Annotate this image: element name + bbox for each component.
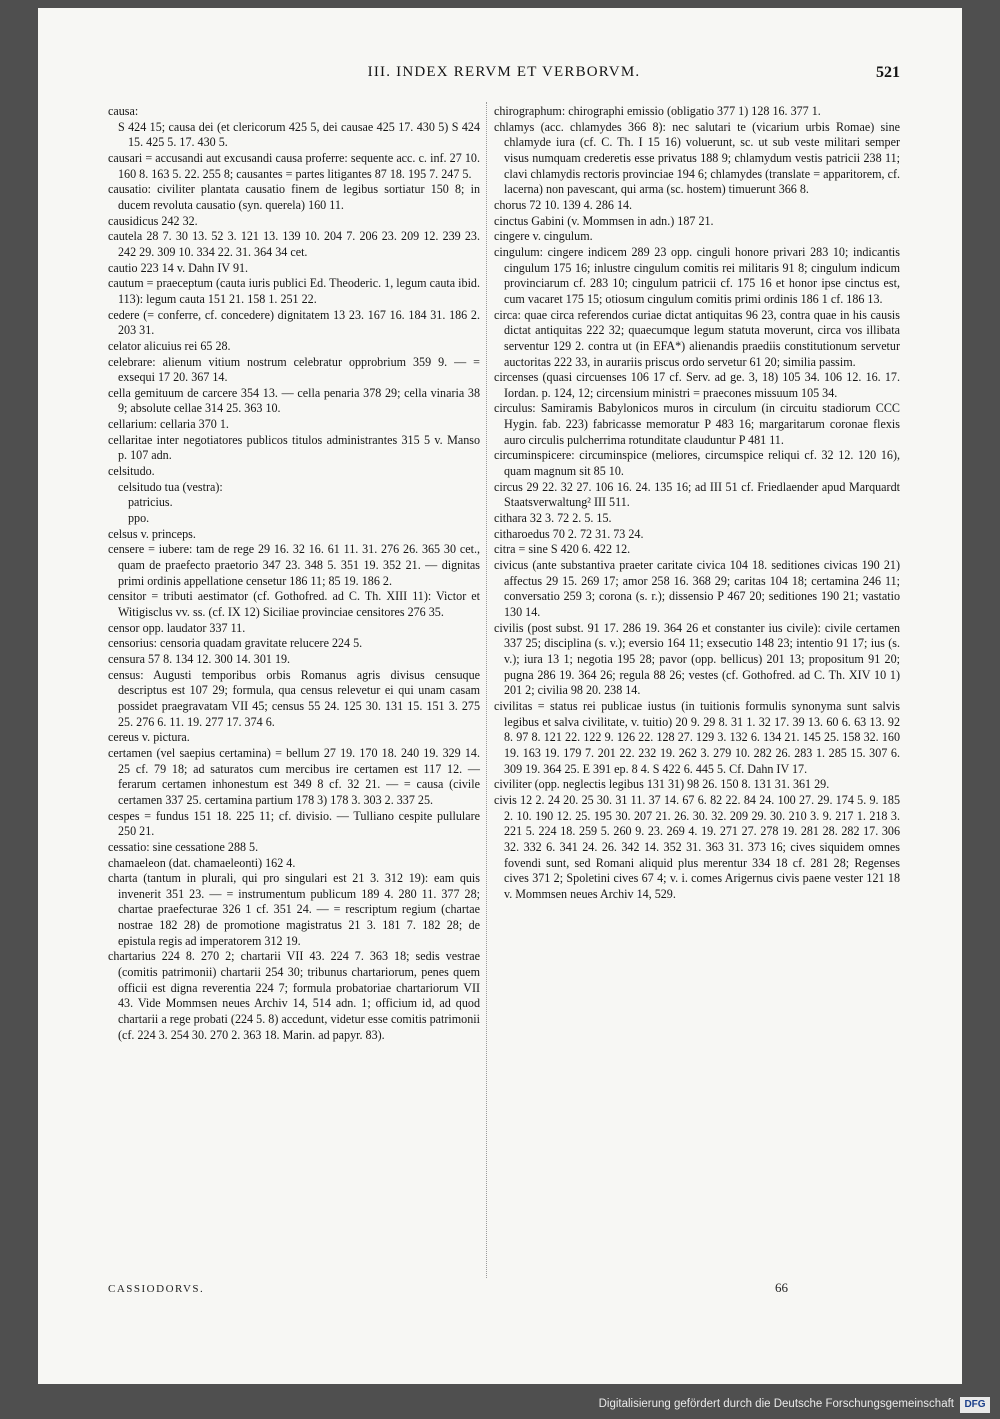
index-entry: chirographum: chirographi emissio (obligatio 377 1) 128 16. 377 1.	[494, 104, 821, 118]
index-entry: cautela 28 7. 30 13. 52 3. 121 13. 139 10. 204 7. 206 23. 209 12. 239 23. 242 29. 309 10. 334 22. 31. 364 34 cet.	[108, 229, 480, 259]
index-entry: circulus: Samiramis Babylonicos muros in circulum (in circuitu stadiorum CCC Hygin. fab. 223) fabricasse memoratur P 483 16; margaritarum coronae flexis auro circulis pulcherrima rotunditate clauduntur P 481 11.	[494, 401, 900, 447]
index-entry: chartarius 224 8. 270 2; chartarii VII 43. 224 7. 363 18; sedis vestrae (comitis patrimonii) chartarii 254 30; tribunus chartariorum, penes quem officii est digna reverentia 224 7; formula probatoriae chartariorum VII 43. Vide Mommsen neues Archiv 14, 514 adn. 1; officium id, ad quod chartarii a rege probati (224 5. 8) accedunt, videtur esse comitis patrimonii (cf. 224 3. 254 30. 270 2. 363 18. Marin. ad papyr. 83).	[108, 949, 480, 1042]
left-column	[108, 104, 480, 1043]
index-entry: ppo.	[128, 511, 150, 526]
index-entry: celator alicuius rei 65 28.	[108, 338, 231, 353]
index-entry: cithara 32 3. 72 2. 5. 15.	[494, 511, 612, 526]
index-entry: civiliter (opp. neglectis legibus 131 31) 98 26. 150 8. 131 31. 361 29.	[494, 777, 830, 792]
index-entry: causatio: civiliter plantata causatio finem de legibus sortiatur 150 8; in ducem revoluta causatio (syn. querela) 160 11.	[108, 182, 480, 212]
index-entry: celsitudo.	[108, 464, 155, 479]
index-entry: cellaritae inter negotiatores publicos titulos administrantes 315 5 v. Manso p. 107 adn.	[108, 432, 480, 463]
index-entry: cereus v. pictura.	[108, 730, 190, 745]
index-entry: patricius.	[128, 495, 173, 510]
index-entry: citra = sine S 420 6. 422 12.	[494, 542, 631, 557]
column-divider	[486, 102, 487, 1278]
index-entry: certamen (vel saepius certamina) = bellum 27 19. 170 18. 240 19. 329 14. 25 cf. 79 18; ad saturatos cum mercibus ire certamen est 117 12. — ferarum certamen inhonestum est 349 8 cf. 32 21. — = causa (civile certamen 337 25. certamina partium 178 3) 178 3. 303 2. 337 25.	[108, 745, 480, 807]
index-entry: civilitas = status rei publicae iustus (in tuitionis formulis synonyma sunt salvis legibus et salva civilitate, v. tuitio) 20 9. 29 8. 31 1. 32 17. 39 13. 60 6. 63 13. 92 8. 97 8. 121 22. 122 9. 126 22. 128 27. 129 3. 132 6. 134 21. 145 25. 158 32. 160 19. 163 19. 179 7. 201 22. 232 19. 262 3. 279 10. 282 26. 283 1. 285 15. 307 6. 309 19. 364 25. E 391 ep. 8 4. S 422 6. 445 5. Cf. Dahn IV 17.	[494, 698, 900, 776]
running-header	[108, 64, 900, 92]
index-entry: causa:	[108, 104, 139, 118]
document-page	[38, 8, 962, 1384]
index-entry: circuminspicere: circuminspice (meliores, circumspice reliqui cf. 32 12. 120 16), quam magnum sit 85 10.	[494, 448, 900, 479]
running-title: III. INDEX RERVM ET VERBORVM.	[367, 64, 641, 80]
index-entry: cautum = praeceptum (cauta iuris publici Ed. Theoderic. 1, legum cauta ibid. 113): legum cauta 151 21. 158 1. 251 22.	[108, 276, 480, 306]
index-entry: chamaeleon (dat. chamaeleonti) 162 4.	[108, 855, 296, 870]
index-entry: cingere v. cingulum.	[494, 229, 593, 244]
index-entry: circus 29 22. 32 27. 106 16. 24. 135 16; ad III 51 cf. Friedlaender apud Marquardt Staatsverwaltung² III 511.	[494, 479, 900, 510]
index-entry: causari = accusandi aut excusandi causa proferre: sequente acc. c. inf. 27 10. 160 8. 163 5. 22. 255 8; causantes = partes litigantes 87 18. 195 7. 247 5.	[108, 150, 480, 181]
index-entry: citharoedus 70 2. 72 31. 73 24.	[494, 526, 644, 541]
index-entry: cinctus Gabini (v. Mommsen in adn.) 187 21.	[494, 213, 714, 228]
index-entry: chlamys (acc. chlamydes 366 8): nec salutari te (vicarium urbis Romae) sine chlamyde iura (cf. C. Th. I 15 16) voluerunt, sc. ut sub veste militari semper visus numquam crederetis esse privatus 188 9; chlamydum vestis patricii 238 11; clavi chlamydis rectoris provinciae 194 6; chlamydes (translate = apparitorem, cf. lacerna) non pavescant, qui arma (sc. hostem) timuerunt 366 8.	[494, 119, 900, 197]
dfg-logo-icon: DFG	[960, 1397, 990, 1413]
signature-number: 66	[775, 1280, 788, 1295]
index-entry: cella gemituum de carcere 354 13. — cella penaria 378 29; cella vinaria 38 9; absolute cellae 314 25. 363 10.	[108, 385, 480, 416]
index-entry: cespes = fundus 151 18. 225 11; cf. divisio. — Tulliano cespite pullulare 250 21.	[108, 808, 480, 839]
index-entry: cingulum: cingere indicem 289 23 opp. cinguli honore privari 283 10; indicantis cingulum 175 16; inlustre cingulum comitis rei militaris 91 8; cingulum indicum provinciarum cf. 283 10; cingulum patricii cf. 175 16 et honor ipse cinctus est, cum vacaret 175 15; otiosum cingulum comitis primi ordinis 186 1 cf. 186 13.	[494, 244, 900, 306]
dfg-credit-bar	[0, 1393, 1000, 1419]
index-entry: S 424 15; causa dei (et clericorum 425 5, dei causae 425 17. 430 5) S 424 15. 425 5. 17. 430 5.	[118, 119, 480, 150]
index-entry: cautio 223 14 v. Dahn IV 91.	[108, 260, 249, 275]
index-entry: causidicus 242 32.	[108, 213, 198, 228]
index-entry: celsitudo tua (vestra):	[118, 479, 223, 494]
index-entry: celebrare: alienum vitium nostrum celebratur opprobrium 359 9. — = exsequi 17 20. 367 14.	[108, 354, 480, 385]
index-entry: cessatio: sine cessatione 288 5.	[108, 839, 259, 854]
index-entry: census: Augusti temporibus orbis Romanus agris divisus censuque descriptus est 107 29; formula, qua census relevetur ei qui unam casam possidet praegravatam VII 45; census 55 24. 125 30. 131 15. 151 3. 275 25. 276 6. 11. 19. 277 17. 374 6.	[108, 667, 480, 729]
index-entry: cedere (= conferre, cf. concedere) dignitatem 13 23. 167 16. 184 31. 186 2. 203 31.	[108, 307, 480, 338]
index-entry: censere = iubere: tam de rege 29 16. 32 16. 61 11. 31. 276 26. 365 30 cet., quam de praefecto praetorio 347 23. 348 5. 351 19. 352 21. — dignitas primi ordinis appellatione censetur 186 11; 85 19. 186 2.	[108, 542, 480, 588]
index-entry: celsus v. princeps.	[108, 526, 196, 541]
index-entry: civis 12 2. 24 20. 25 30. 31 11. 37 14. 67 6. 82 22. 84 24. 100 27. 29. 174 5. 9. 185 2. 10. 190 12. 25. 195 30. 207 21. 26. 30. 32. 209 29. 30. 210 3. 9. 217 1. 218 3. 221 5. 224 18. 259 5. 260 9. 23. 269 4. 19. 271 27. 278 19. 281 28. 282 17. 306 32. 332 6. 341 24. 26. 342 14. 352 31. 363 31. 373 16; cives siquidem omnes fovendi sunt, sed Romani aliquid plus merentur 334 18 cf. 281 28; Regenses cives 371 2; Spoletini cives 67 4; v. i. comes Arigernus civis paene vester 121 18 v. Mommsen neues Archiv 14, 529.	[494, 792, 900, 901]
footer-author: CASSIODORVS.	[108, 1283, 205, 1295]
index-entry: circenses (quasi circuenses 106 17 cf. Serv. ad ge. 3, 18) 105 34. 106 12. 16. 17. Iordan. p. 124, 12; circensium ministri = praecones missuum 105 34.	[494, 370, 900, 400]
dfg-credit-text: Digitalisierung gefördert durch die Deutsche Forschungsgemeinschaft	[598, 1398, 954, 1410]
index-entry: censura 57 8. 134 12. 300 14. 301 19.	[108, 651, 291, 666]
page-number: 521	[876, 64, 900, 81]
index-entry: civicus (ante substantiva praeter caritate civica 104 18. seditiones civicas 190 21) affectus 29 15. 269 17; amor 258 16. 368 29; caritas 104 18; certamina 246 11; conversatio 259 3; corona (s. r.); dissensio P 467 20; seditiones 190 21; vastatio 130 14.	[494, 558, 900, 619]
index-entry: charta (tantum in plurali, qui pro singulari est 21 3. 312 19): eam quis invenerit 351 23. — = instrumentum publicum 189 4. 280 11. 377 28; chartae praefecturae 326 1 cf. 351 24. — = rescriptum regium (chartae nostrae 182 28) de promotione magistratus 21 3. 181 7. 182 28; de epistula regis ad imperatorem 312 19.	[108, 871, 480, 948]
index-entry: circa: quae circa referendos curiae dictat antiquitas 96 23, contra quae in his causis dictat antiquitas 222 32; quaecumque legum statuta moverunt, circa vos illibata serventur 129 2. contra ut (in EFA*) alienandis praediis constitutionum servetur auctoritas 222 33, in aurariis priscus ordo servetur 61 20; similia passim.	[494, 307, 900, 369]
index-entry: cellarium: cellaria 370 1.	[108, 417, 229, 432]
index-entry: chorus 72 10. 139 4. 286 14.	[494, 197, 633, 212]
index-entry: civilis (post subst. 91 17. 286 19. 364 26 et constanter ius civile): civile certamen 337 25; disciplina (s. v.); eversio 164 11; exsecutio 148 23; intentio 91 17; ius (s. v.); iura 13 1; negotia 195 28; pavor (opp. bellicus) 201 13; propositum 91 20; pugna 286 19. 364 26; regula 88 26; vestes (cf. Gothofred. ad C. Th. XIV 10 1) 201 2; civilia 98 20. 238 14.	[494, 620, 900, 698]
index-entry: censitor = tributi aestimator (cf. Gothofred. ad C. Th. XIII 11): Victor et Witigisclus vv. ss. (cf. IX 12) Siciliae provinciae censitores 276 35.	[108, 589, 480, 619]
index-entry: censorius: censoria quadam gravitate relucere 224 5.	[108, 636, 363, 651]
index-entry: censor opp. laudator 337 11.	[108, 620, 246, 635]
right-column	[494, 104, 900, 902]
